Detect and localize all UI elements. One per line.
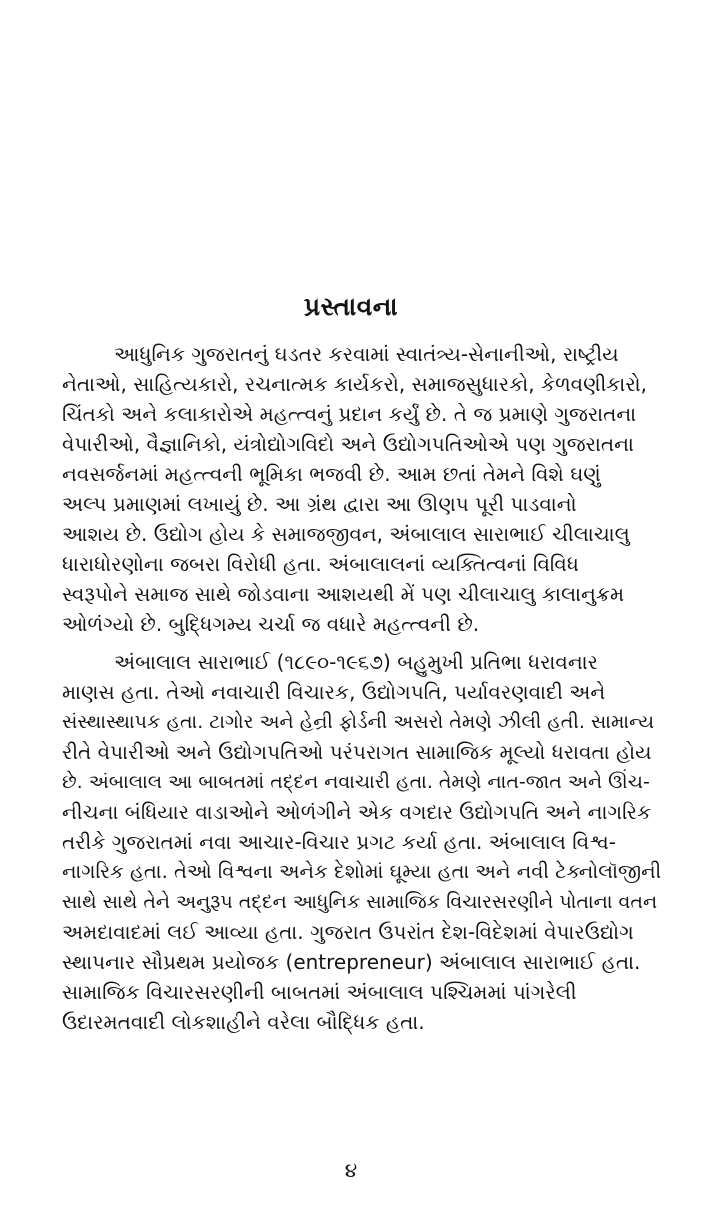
- text-line: છે. અંબાલાલ આ બાબતમાં તદ્દન નવાચારી હતા. તેમણે નાત-જાત અને ઊંચ-: [62, 771, 650, 793]
- text-line: સામાજિક વિચારસરણીની બાબતમાં અંબાલાલ પશ્ચિમમાં પાંગરેલી: [62, 980, 577, 1004]
- text-line: સાથે સાથે તેને અનુરૂપ તદ્દન આધુનિક સામાજિક વિચારસરણીને પોતાના વતન: [62, 891, 658, 913]
- page-number: ૪: [344, 1158, 358, 1182]
- text-line: તરીકે ગુજરાતમાં નવા આચાર-વિચાર પ્રગટ કર્યા હતા. અંબાલાલ વિશ્વ-: [62, 830, 616, 854]
- page-heading: પ્રસ્તાવના: [303, 292, 399, 321]
- text-line: અલ્પ પ્રમાણમાં લખાયું છે. આ ગ્રંથ દ્વારા આ ઊણપ પૂરી પાડવાનો: [62, 492, 577, 516]
- text-line: સંસ્થાસ્થાપક હતા. ટાગોર અને હેન્રી ફોર્ડની અસરો તેમણે ઝીલી હતી. સામાન્ય: [62, 711, 655, 733]
- text-line: આશય છે. ઉદ્યોગ હોય કે સમાજજીવન, અંબાલાલ સારાભાઈ ચીલાચાલુ: [62, 522, 630, 546]
- text-line: નેતાઓ, સાહિત્યકારો, રચનાત્મક કાર્યકરો, સમાજસુધારકો, કેળવણીકારો,: [62, 372, 648, 396]
- paragraph-2: [62, 647, 664, 1037]
- text-line: નીચના બંધિયાર વાડાઓને ઓળંગીને એક વગદાર ઉદ્યોગપતિ અને નાગરિક: [62, 800, 652, 824]
- text-line: અંબાલાલ સારાભાઈ (૧૮૯૦-૧૯૬૭) બહુમુખી પ્રતિભા ધરાવનાર: [114, 650, 598, 674]
- text-line: સ્થાપનાર સૌપ્રથમ પ્રયોજક (entrepreneur) અંબાલાલ સારાભાઈ હતા.: [62, 950, 641, 974]
- text-line: ચિંતકો અને કલાકારોએ મહત્ત્વનું પ્રદાન કર્યું છે. તે જ પ્રમાણે ગુજરાતના: [62, 402, 637, 426]
- text-line: સ્વરૂપોને સમાજ સાથે જોડવાના આશયથી મેં પણ ચીલાચાલુ કાલાનુક્રમ: [62, 582, 625, 606]
- text-line: રીતે વેપારીઓ અને ઉદ્યોગપતિઓ પરંપરાગત સામાજિક મૂલ્યો ધરાવતા હોય: [62, 740, 652, 764]
- text-line: ઓળંગ્યો છે. બુદ્ધિગમ્ય ચર્ચા જ વધારે મહત્ત્વની છે.: [62, 612, 480, 636]
- text-line: માણસ હતા. તેઓ નવાચારી વિચારક, ઉદ્યોગપતિ, પર્યાવરણવાદી અને: [62, 680, 606, 704]
- paragraph-gap: [62, 639, 664, 647]
- preface-body: [62, 339, 664, 1037]
- text-line: વેપારીઓ, વૈજ્ઞાનિકો, યંત્રોદ્યોગવિદો અને ઉદ્યોગપતિઓએ પણ ગુજરાતના: [62, 432, 634, 456]
- text-line: અમદાવાદમાં લઈ આવ્યા હતા. ગુજરાત ઉપરાંત દેશ-વિદેશમાં વેપારઉદ્યોગ: [62, 920, 634, 944]
- text-line: નાગરિક હતા. તેઓ વિશ્વના અનેક દેશોમાં ઘૂમ્યા હતા અને નવી ટેક્નોલૉજીની: [62, 860, 662, 883]
- text-line: ધારાધોરણોના જબરા વિરોધી હતા. અંબાલાલનાં વ્યક્તિત્વનાં વિવિધ: [62, 552, 579, 576]
- text-line: ઉદારમતવાદી લોકશાહીને વરેલા બૌદ્ધિક હતા.: [62, 1010, 425, 1034]
- text-line: નવસર્જનમાં મહત્ત્વની ભૂમિકા ભજવી છે. આમ છતાં તેમને વિશે ઘણું: [62, 462, 601, 486]
- paragraph-1: [62, 339, 664, 639]
- text-line: આધુનિક ગુજરાતનું ઘડતર કરવામાં સ્વાતંત્ર્ય-સેનાનીઓ, રાષ્ટ્રીય: [114, 342, 619, 366]
